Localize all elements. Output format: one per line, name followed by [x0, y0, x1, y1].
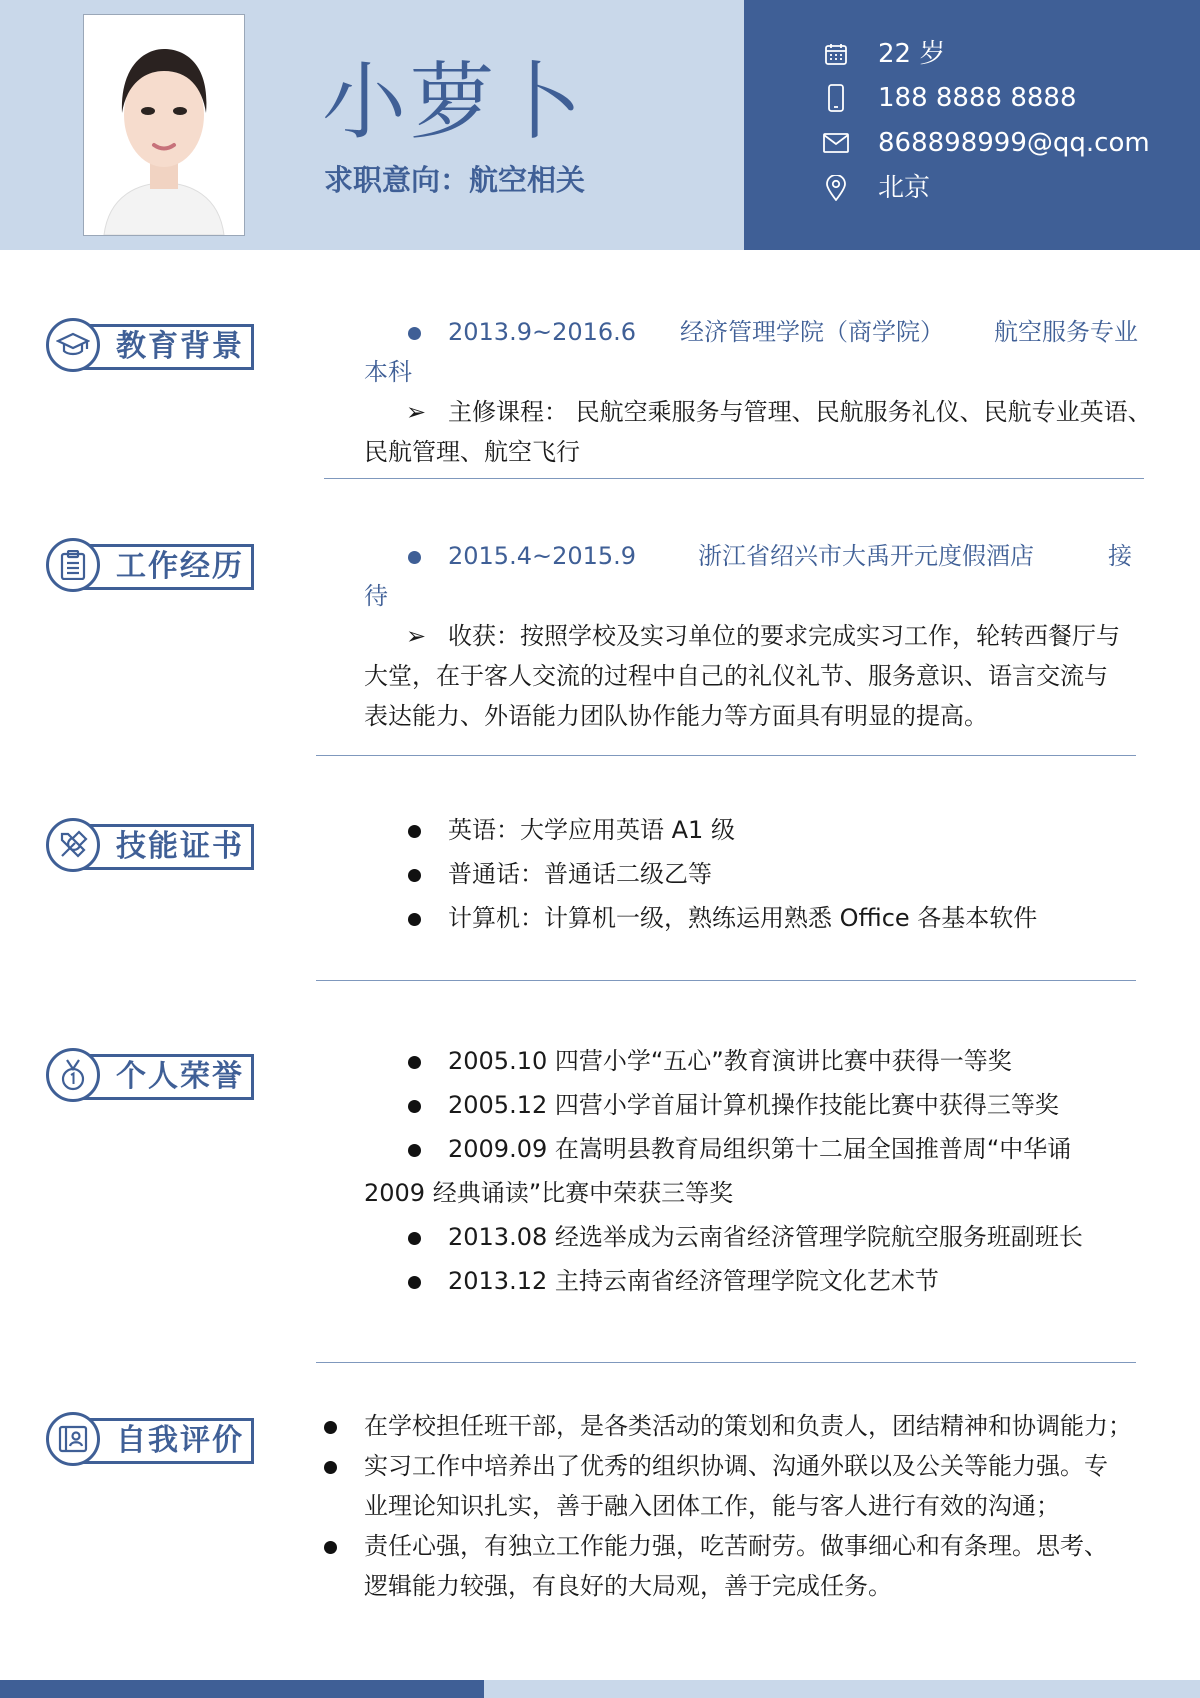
section-title-self: 自我评价: [116, 1423, 244, 1458]
medal-icon: [46, 1048, 100, 1102]
contact-email-text: 868898999@qq.com: [878, 128, 1150, 158]
section-badge-education: [46, 318, 258, 378]
bullet-dot: [408, 1232, 421, 1245]
bullet-dot: [408, 1276, 421, 1289]
bullet-dot: [324, 1461, 337, 1474]
education-courses-line2: 民航管理、航空飞行: [364, 438, 580, 466]
education-courses-line1: 主修课程： 民航空乘服务与管理、民航服务礼仪、民航专业英语、: [448, 398, 1152, 426]
candidate-name: 小萝卜: [322, 53, 587, 151]
contact-phone-text: 188 8888 8888: [878, 83, 1077, 113]
section-badge-work: [46, 538, 258, 598]
section-title-skills: 技能证书: [116, 829, 244, 864]
contact-phone: [822, 76, 1077, 120]
bullet-dot: [408, 1100, 421, 1113]
arrow-bullet-icon: ➢: [406, 398, 427, 426]
arrow-bullet-icon: ➢: [406, 622, 427, 650]
bullet-dot: [408, 1144, 421, 1157]
skill-item: 普通话：普通话二级乙等: [448, 860, 712, 888]
work-date: 2015.4~2015.9: [448, 542, 637, 570]
section-title-work: 工作经历: [116, 549, 244, 584]
self-item-continued: 业理论知识扎实，善于融入团体工作，能与客人进行有效的沟通；: [364, 1492, 1060, 1520]
divider: [316, 1362, 1136, 1363]
calendar-icon: [822, 40, 850, 68]
education-major: 航空服务专业: [994, 318, 1138, 346]
divider: [316, 980, 1136, 981]
clipboard-icon: [46, 538, 100, 592]
footer-bar-light: [484, 1680, 1200, 1698]
work-role-b: 待: [364, 582, 388, 610]
section-title-education: 教育背景: [116, 329, 244, 364]
work-role-a: 接: [1108, 542, 1132, 570]
divider: [316, 755, 1136, 756]
section-title-honors: 个人荣誉: [116, 1059, 244, 1094]
work-gain-line3: 表达能力、外语能力团队协作能力等方面具有明显的提高。: [364, 702, 988, 730]
bullet-dot: [408, 551, 421, 564]
honor-item: 2005.10 四营小学“五心”教育演讲比赛中获得一等奖: [448, 1047, 1012, 1075]
work-company: 浙江省绍兴市大禹开元度假酒店: [698, 542, 1034, 570]
bullet-dot: [408, 869, 421, 882]
bullet-dot: [408, 913, 421, 926]
graduation-cap-icon: [46, 318, 100, 372]
id-card-icon: [46, 1412, 100, 1466]
honor-item: 2013.12 主持云南省经济管理学院文化艺术节: [448, 1267, 939, 1295]
footer-bar-dark: [0, 1680, 484, 1698]
honor-item-continued: 2009 经典诵读”比赛中荣获三等奖: [364, 1179, 734, 1207]
bullet-dot: [408, 327, 421, 340]
contact-age-text: 22 岁: [878, 39, 946, 69]
education-school: 经济管理学院（商学院）: [680, 318, 944, 346]
tools-icon: [46, 818, 100, 872]
skill-item: 英语：大学应用英语 A1 级: [448, 816, 735, 844]
self-item: 在学校担任班干部，是各类活动的策划和负责人，团结精神和协调能力；: [364, 1412, 1132, 1440]
education-degree: 本科: [364, 358, 412, 386]
honor-item: 2005.12 四营小学首届计算机操作技能比赛中获得三等奖: [448, 1091, 1059, 1119]
divider: [324, 478, 1144, 479]
bullet-dot: [408, 1056, 421, 1069]
profile-photo: [83, 14, 245, 236]
portrait-illustration: [84, 15, 244, 235]
self-item: 实习工作中培养出了优秀的组织协调、沟通外联以及公关等能力强。专: [364, 1452, 1108, 1480]
section-badge-skills: [46, 818, 258, 878]
self-item: 责任心强，有独立工作能力强，吃苦耐劳。做事细心和有条理。思考、: [364, 1532, 1108, 1560]
section-badge-self: [46, 1412, 258, 1472]
honor-item: 2013.08 经选举成为云南省经济管理学院航空服务班副班长: [448, 1223, 1083, 1251]
education-date: 2013.9~2016.6: [448, 318, 637, 346]
work-gain-line1: 收获：按照学校及实习单位的要求完成实习工作，轮转西餐厅与: [448, 622, 1120, 650]
phone-icon: [822, 84, 850, 112]
contact-email: [822, 121, 1150, 165]
contact-age: [822, 32, 945, 76]
location-pin-icon: [822, 174, 850, 202]
bullet-dot: [408, 825, 421, 838]
work-gain-line2: 大堂，在于客人交流的过程中自己的礼仪礼节、服务意识、语言交流与: [364, 662, 1108, 690]
honor-item: 2009.09 在嵩明县教育局组织第十二届全国推普周“中华诵: [448, 1135, 1072, 1163]
skill-item: 计算机：计算机一级，熟练运用熟悉 Office 各基本软件: [448, 904, 1038, 932]
bullet-dot: [324, 1541, 337, 1554]
contact-location: [822, 166, 930, 210]
self-item-continued: 逻辑能力较强，有良好的大局观，善于完成任务。: [364, 1572, 892, 1600]
section-badge-honors: [46, 1048, 258, 1108]
mail-icon: [822, 129, 850, 157]
job-intent: 求职意向：航空相关: [324, 163, 586, 197]
bullet-dot: [324, 1421, 337, 1434]
contact-location-text: 北京: [878, 173, 931, 203]
